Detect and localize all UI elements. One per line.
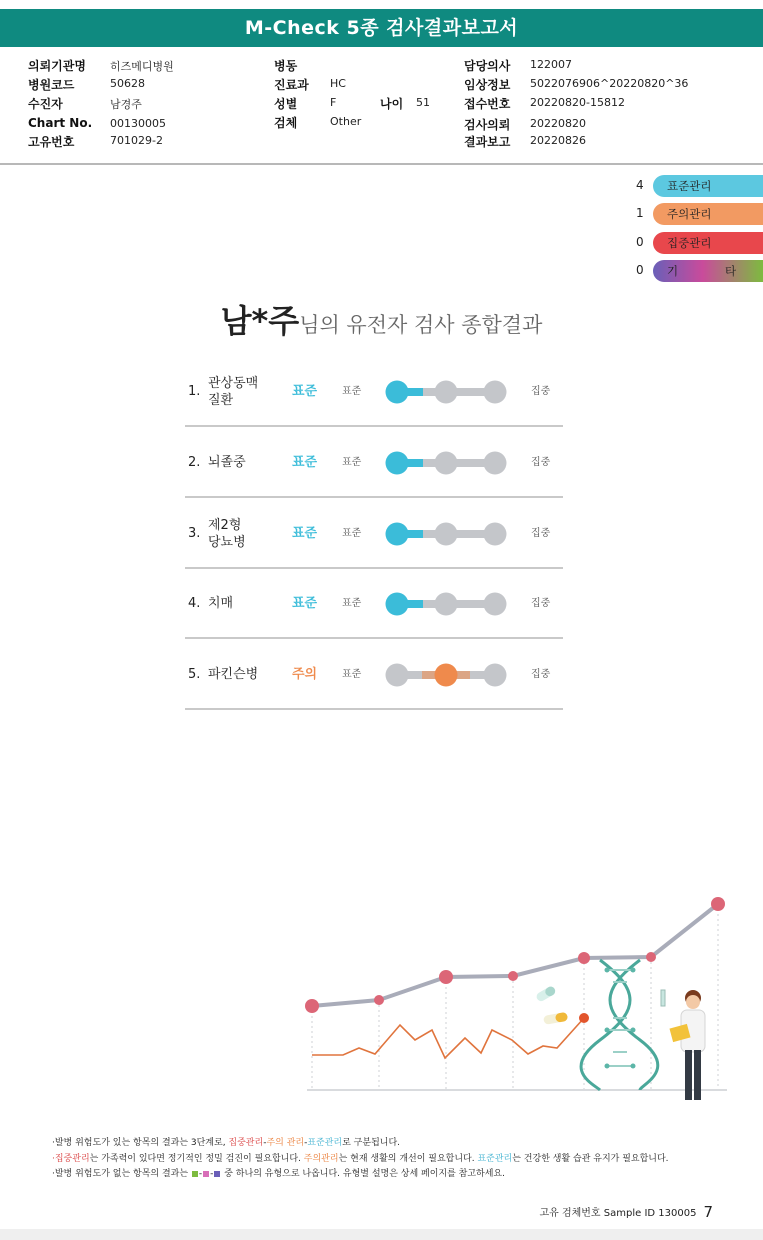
sample-id: 고유 검체번호 Sample ID 130005: [539, 1208, 697, 1219]
note-focus: 집중관리: [228, 1138, 264, 1148]
result-number: 5.: [188, 667, 201, 682]
note-dash: -: [198, 1169, 203, 1179]
result-row: [185, 639, 563, 710]
legend-caution-count: 1: [636, 206, 644, 220]
scale-high-label: 집중: [531, 457, 551, 468]
note-text: 로 구분됩니다.: [342, 1138, 401, 1148]
result-row: [185, 356, 563, 427]
institution-label: 의뢰기관명: [28, 59, 86, 73]
type-square-purple: [214, 1171, 220, 1177]
result-disease-line1: 뇌졸중: [208, 455, 246, 470]
note-text: ·발병 위험도가 있는 항목의 결과는 3단계로,: [52, 1138, 229, 1148]
legend-standard-count: 4: [636, 178, 644, 192]
specimen-label: 검체: [274, 116, 298, 130]
note-dash: -: [210, 1169, 214, 1179]
result-number: 4.: [188, 596, 201, 611]
scale-high-label: 집중: [531, 598, 551, 609]
chart-label: Chart No.: [28, 116, 93, 130]
scale-node: [484, 523, 507, 546]
scale-low-label: 표준: [342, 528, 362, 539]
dept-label: 진료과: [274, 78, 309, 92]
scale-node: [484, 452, 507, 475]
sex-label: 성별: [274, 97, 298, 111]
result-row: [185, 498, 563, 569]
note-text: 중 하나의 유형으로 나옵니다. 유형별 설명은 상세 페이지를 참고하세요.: [221, 1169, 505, 1179]
scale-node: [435, 452, 458, 475]
note-caution: 주의 관리: [266, 1138, 305, 1148]
sex-value: F: [330, 96, 337, 109]
scale-node: [435, 381, 458, 404]
age-label: 나이: [380, 97, 404, 111]
result-row: [185, 427, 563, 498]
risk-scale: [384, 451, 512, 475]
result-disease-line1: 파킨슨병: [208, 667, 259, 682]
scale-low-label: 표준: [342, 457, 362, 468]
type-square-pink: [203, 1171, 209, 1177]
scale-high-label: 집중: [531, 669, 551, 680]
row-divider: [185, 708, 563, 710]
doctor-label: 담당의사: [464, 59, 511, 73]
result-disease: [208, 427, 278, 498]
legend-other-label-b: 타: [725, 264, 737, 278]
request-label: 검사의뢰: [464, 118, 511, 132]
age-value: 51: [416, 96, 430, 109]
result-row: [185, 568, 563, 639]
page-number: 7: [703, 1203, 713, 1221]
institution-value: 히즈메디병원: [110, 60, 174, 73]
clinical-value: 5022076906^20220820^36: [530, 77, 689, 90]
type-square-green: [192, 1171, 198, 1177]
result-status: 주의: [292, 667, 318, 682]
legend-caution-label: 주의관리: [653, 203, 763, 225]
note-standard: 표준관리: [477, 1153, 513, 1164]
scale-node-active: [435, 664, 458, 687]
scale-high-label: 집중: [531, 386, 551, 397]
footer: [539, 1203, 713, 1221]
result-value: 20220826: [530, 134, 586, 147]
risk-scale: [384, 592, 512, 616]
scale-node-active: [386, 381, 409, 404]
risk-scale: [384, 380, 512, 404]
health-trend-illustration: [295, 890, 745, 1120]
result-status: 표준: [292, 455, 318, 470]
result-number: 2.: [188, 455, 201, 470]
specimen-value: Other: [330, 115, 362, 128]
summary-rest: 님의 유전자 검사 종합결과: [299, 313, 543, 337]
unique-value: 701029-2: [110, 134, 163, 147]
patient-info: [0, 55, 763, 167]
result-disease-line1: 치매: [208, 596, 234, 611]
notes: [52, 1136, 669, 1183]
risk-scale: [384, 663, 512, 687]
note-text: ·발병 위험도가 없는 항목의 결과는: [52, 1169, 191, 1179]
reception-value: 20220820-15812: [530, 96, 625, 109]
scale-node: [435, 523, 458, 546]
summary-title: [0, 296, 763, 342]
patient-value: 남경주: [110, 98, 142, 111]
scale-node-active: [386, 593, 409, 616]
note-line-1: [52, 1136, 669, 1152]
result-status: 표준: [292, 596, 318, 611]
note-line-2: [52, 1152, 669, 1168]
unique-label: 고유번호: [28, 135, 75, 149]
note-text: 는 가족력이 있다면 정기적인 정밀 검진이 필요합니다.: [89, 1153, 304, 1164]
scale-low-label: 표준: [342, 386, 362, 397]
result-disease-line1: 제2형: [208, 517, 242, 533]
risk-scale: [384, 522, 512, 546]
scale-node: [484, 664, 507, 687]
result-number: 3.: [188, 526, 201, 541]
scale-node-active: [386, 452, 409, 475]
result-label: 결과보고: [464, 135, 511, 149]
reception-label: 접수번호: [464, 97, 511, 111]
result-status: 표준: [292, 384, 318, 399]
scale-node: [435, 593, 458, 616]
scale-node: [484, 593, 507, 616]
legend-other-label-a: 기: [667, 264, 679, 278]
report-title: M-Check 5종 검사결과보고서: [0, 9, 763, 47]
result-disease: [208, 356, 278, 427]
ward-label: 병동: [274, 59, 298, 73]
header-divider: [0, 163, 763, 165]
result-disease-line2: 당뇨병: [208, 534, 246, 550]
clinical-label: 임상정보: [464, 78, 511, 92]
result-number: 1.: [188, 384, 201, 399]
footer-band: [0, 1229, 763, 1240]
note-dash: -: [263, 1138, 267, 1148]
scale-node-active: [386, 523, 409, 546]
note-line-3: [52, 1167, 669, 1183]
chart-value: 00130005: [110, 117, 166, 130]
patient-label: 수진자: [28, 97, 63, 111]
dept-value: HC: [330, 77, 346, 90]
scale-low-label: 표준: [342, 598, 362, 609]
scale-high-label: 집중: [531, 528, 551, 539]
hospital-code-value: 50628: [110, 77, 145, 90]
hospital-code-label: 병원코드: [28, 78, 75, 92]
doctor-value: 122007: [530, 58, 572, 71]
legend-focus-count: 0: [636, 235, 644, 249]
note-caution: 주의관리: [303, 1153, 339, 1164]
note-text: 는 현재 생활의 개선이 필요합니다.: [338, 1153, 478, 1164]
result-disease: [208, 639, 278, 710]
note-focus: ·집중관리: [52, 1153, 90, 1164]
note-standard: 표준관리: [307, 1138, 343, 1148]
scale-low-label: 표준: [342, 669, 362, 680]
result-disease: [208, 568, 278, 639]
summary-name: 남*주: [220, 302, 300, 340]
result-status: 표준: [292, 526, 318, 541]
legend-other-label: [653, 260, 763, 282]
request-value: 20220820: [530, 117, 586, 130]
result-disease: [208, 498, 278, 569]
result-disease-line1: 관상동맥: [208, 375, 259, 391]
legend-other-count: 0: [636, 263, 644, 277]
scale-node: [484, 381, 507, 404]
legend-focus-label: 집중관리: [653, 232, 763, 254]
result-disease-line2: 질환: [208, 392, 234, 408]
note-dash: -: [304, 1138, 308, 1148]
scale-node: [386, 664, 409, 687]
legend-standard-label: 표준관리: [653, 175, 763, 197]
note-text: 는 건강한 생활 습관 유지가 필요합니다.: [512, 1153, 669, 1164]
